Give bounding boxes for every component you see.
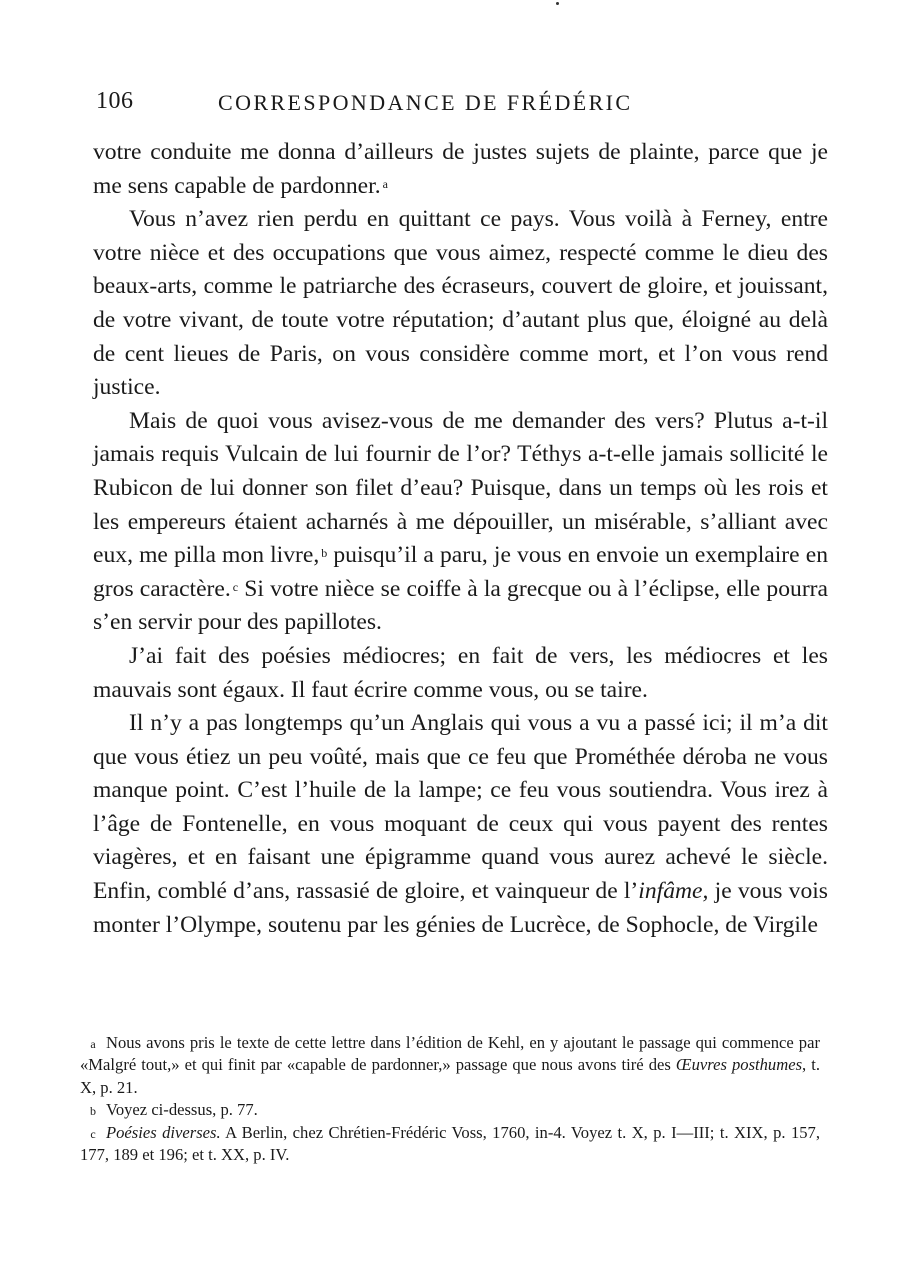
- footnote-b: [80, 1099, 820, 1121]
- page-header: [96, 88, 826, 122]
- letter-body: [93, 136, 828, 942]
- paragraph-5-text-2: je vous vois monter l’Olympe, soutenu par les génies de Lucrèce, de Sophocle, de Virgile: [93, 878, 828, 938]
- footnote-b-mark: b: [90, 1104, 96, 1119]
- paragraph-1: [93, 136, 828, 203]
- footnote-a: [80, 1032, 820, 1099]
- footnote-a-mark: a: [90, 1037, 96, 1051]
- paragraph-2: [93, 203, 828, 405]
- paragraph-3-text-3: Si votre nièce se coiffe à la grecque ou à l’éclipse, elle pourra s’en servir pour des papillotes.: [93, 575, 829, 636]
- paragraph-5-text-1: Il n’y a pas longtemps qu’un Anglais qui vous a vu a passé ici; il m’a dit que vous étiez un peu voûté, mais que ce feu que Prométhée déroba ne vous manque point. C’est l’huile de la lampe; ce feu vous soutiendra. Vous irez à l’âge de Fontenelle, en vous moquant de ceux qui vous payent des rentes viagères, et en faisant une épigramme quand vous aurez achevé le siècle. Enfin, comblé d’ans, rassasié de gloire, et vainqueur de l’: [93, 710, 828, 905]
- footnote-a-italic: Œuvres posthumes: [675, 1055, 803, 1075]
- paragraph-3-text-1: Mais de quoi vous avisez-vous de me demander des vers? Plutus a-t-il jamais requis Vulcain de lui fournir de l’or? Téthys a-t-elle jamais sollicité le Rubicon de lui donner son filet d’eau? Puisque, dans un temps où les rois et les empereurs étaient acharnés à me dépouiller, un misérable, s’alliant avec eux, me pilla mon livre,: [93, 407, 828, 569]
- footnotes: [80, 1032, 820, 1166]
- note-ref-a: a: [382, 176, 388, 191]
- speck-mark: [556, 2, 559, 5]
- note-ref-c: c: [232, 579, 239, 594]
- footnote-a-text-2: , t. X, p. 21.: [80, 1055, 820, 1097]
- footnote-b-text: Voyez ci-dessus, p. 77.: [106, 1100, 258, 1120]
- paragraph-3-text-2: puisqu’il a paru, je vous en envoie un exemplaire en gros caractère.: [93, 542, 828, 602]
- paragraph-4-text: J’ai fait des poésies médiocres; en fait de vers, les médiocres et les mauvais sont égaux. Il faut écrire comme vous, ou se taire.: [93, 642, 828, 703]
- footnote-c: [80, 1122, 820, 1167]
- running-head: CORRESPONDANCE DE FRÉDÉRIC: [218, 90, 633, 115]
- paragraph-2-text: Vous n’avez rien perdu en quittant ce pays. Vous voilà à Ferney, entre votre nièce et des occupations que vous aimez, respecté comme le dieu des beaux-arts, comme le patriarche des écraseurs, couvert de gloire, et jouissant, de votre vivant, de toute votre réputation; d’autant plus que, éloigné au delà de cent lieues de Paris, on vous considère comme mort, et l’on vous rend justice.: [93, 206, 828, 401]
- paragraph-1-text: votre conduite me donna d’ailleurs de justes sujets de plainte, parce que je me sens capable de pardonner.: [93, 139, 828, 199]
- page-number: 106: [96, 88, 134, 114]
- paragraph-4: [93, 640, 828, 707]
- note-ref-b: b: [321, 546, 328, 561]
- paragraph-5-italic: infâme,: [638, 878, 709, 905]
- paragraph-5: [93, 707, 828, 942]
- footnote-c-text: A Berlin, chez Chrétien-Frédéric Voss, 1760, in-4. Voyez t. X, p. I—III; t. XIX, p. 157, 177, 189 et 196; et t. XX, p. IV.: [80, 1122, 820, 1165]
- footnote-a-text-1: Nous avons pris le texte de cette lettre dans l’édition de Kehl, en y ajoutant le passage qui commence par «Malgré tout,» et qui finit par «capable de pardonner,» passage que nous avons tiré des: [80, 1033, 820, 1075]
- footnote-c-mark: c: [90, 1126, 96, 1141]
- footnote-c-italic: Poésies diverses.: [106, 1122, 221, 1142]
- paragraph-3: [93, 405, 828, 640]
